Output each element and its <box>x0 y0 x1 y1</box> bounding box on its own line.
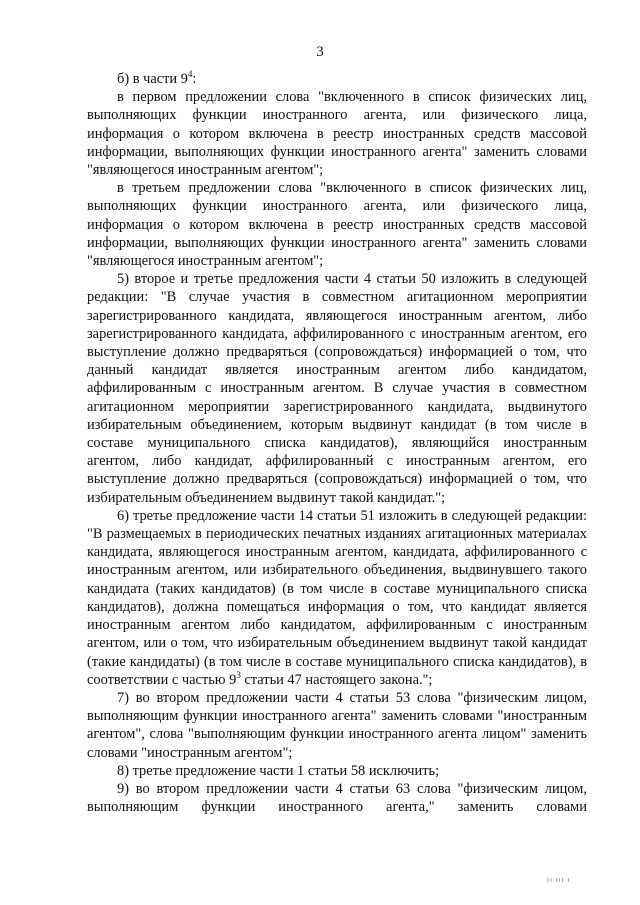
paragraph-item-6: 6) третье предложение части 14 статьи 51 изложить в следующей редакции: "В размещаемых в периодических печатных изданиях агитационных материалах кандидата, являющегося иностранным агентом, кандидата, аффилированного с иностранным агентом, или избирательного объединения, выдвинувшего такого кандидата (таких кандидатов) (в том числе в составе муниципального списка кандидатов), должна помещаться информация о том, что кандидат является иностранным агентом либо кандидатом, аффилированным с иностранным агентом, или о том, что избирательным объединением выдвинут такой кандидат (такие кандидаты) (в том числе в составе муниципального списка кандидатов), в соответствии с частью $9^3$ статьи 47 настоящего закона."; <box>87 507 587 688</box>
paragraph-item-7: 7) во втором предложении части 4 статьи 53 слова "физическим лицом, выполняющим функции иностранного агента" заменить словами "иностранным агентом", слова "выполняющим функции иностранного агента лицом" заменить словами "иностранным агентом"; <box>87 689 587 761</box>
superscript: 4 <box>187 69 193 80</box>
paragraph-third-sentence: в третьем предложении слова "включенного в список физических лиц, выполняющих функции иностранного агента, или физического лица, информация о котором включена в реестр иностранных средств массовой информации, выполняющих функции иностранного агента" заменить словами "являющегося иностранным агентом"; <box>87 180 587 270</box>
paragraph-item-5: 5) второе и третье предложения части 4 статьи 50 изложить в следующей редакции: "В случае участия в совместном агитационном мероприятии зарегистрированного кандидата, являющегося иностранным агентом, либо зарегистрированного кандидата, аффилированного с иностранным агентом, его выступление должно предваряться (сопровождаться) информацией о том, что данный кандидат является иностранным агентом либо кандидатом, аффилированным с иностранным агентом. В случае участия в совместном агитационном мероприятии зарегистрированного кандидата, выдвинутого избирательным объединением, которым выдвинут кандидат (в том числе в составе муниципального списка кандидатов), являющийся иностранным агентом, либо кандидат, аффилированный с иностранным агентом, его выступление должно предваряться (сопровождаться) информацией о том, что избирательным объединением выдвинут такой кандидат."; <box>87 271 587 506</box>
document-body <box>87 70 587 816</box>
superscript: 3 <box>236 669 241 680</box>
footer-code: ıı ııı ı <box>547 877 571 884</box>
paragraph-item-9: 9) во втором предложении части 4 статьи 63 слова "физическим лицом, выполняющим функции иностранного агента," заменить словами <box>87 780 587 816</box>
paragraph-b: б) в части $9^4$: <box>117 69 197 87</box>
page-number: 3 <box>316 44 324 60</box>
paragraph-first-sentence: в первом предложении слова "включенного в список физических лиц, выполняющих функции иностранного агента, или физического лица, информация о котором включена в реестр иностранных средств массовой информации, выполняющих функции иностранного агента" заменить словами "являющегося иностранным агентом"; <box>87 89 587 179</box>
paragraph-item-8: 8) третье предложение части 1 статьи 58 исключить; <box>117 762 440 779</box>
